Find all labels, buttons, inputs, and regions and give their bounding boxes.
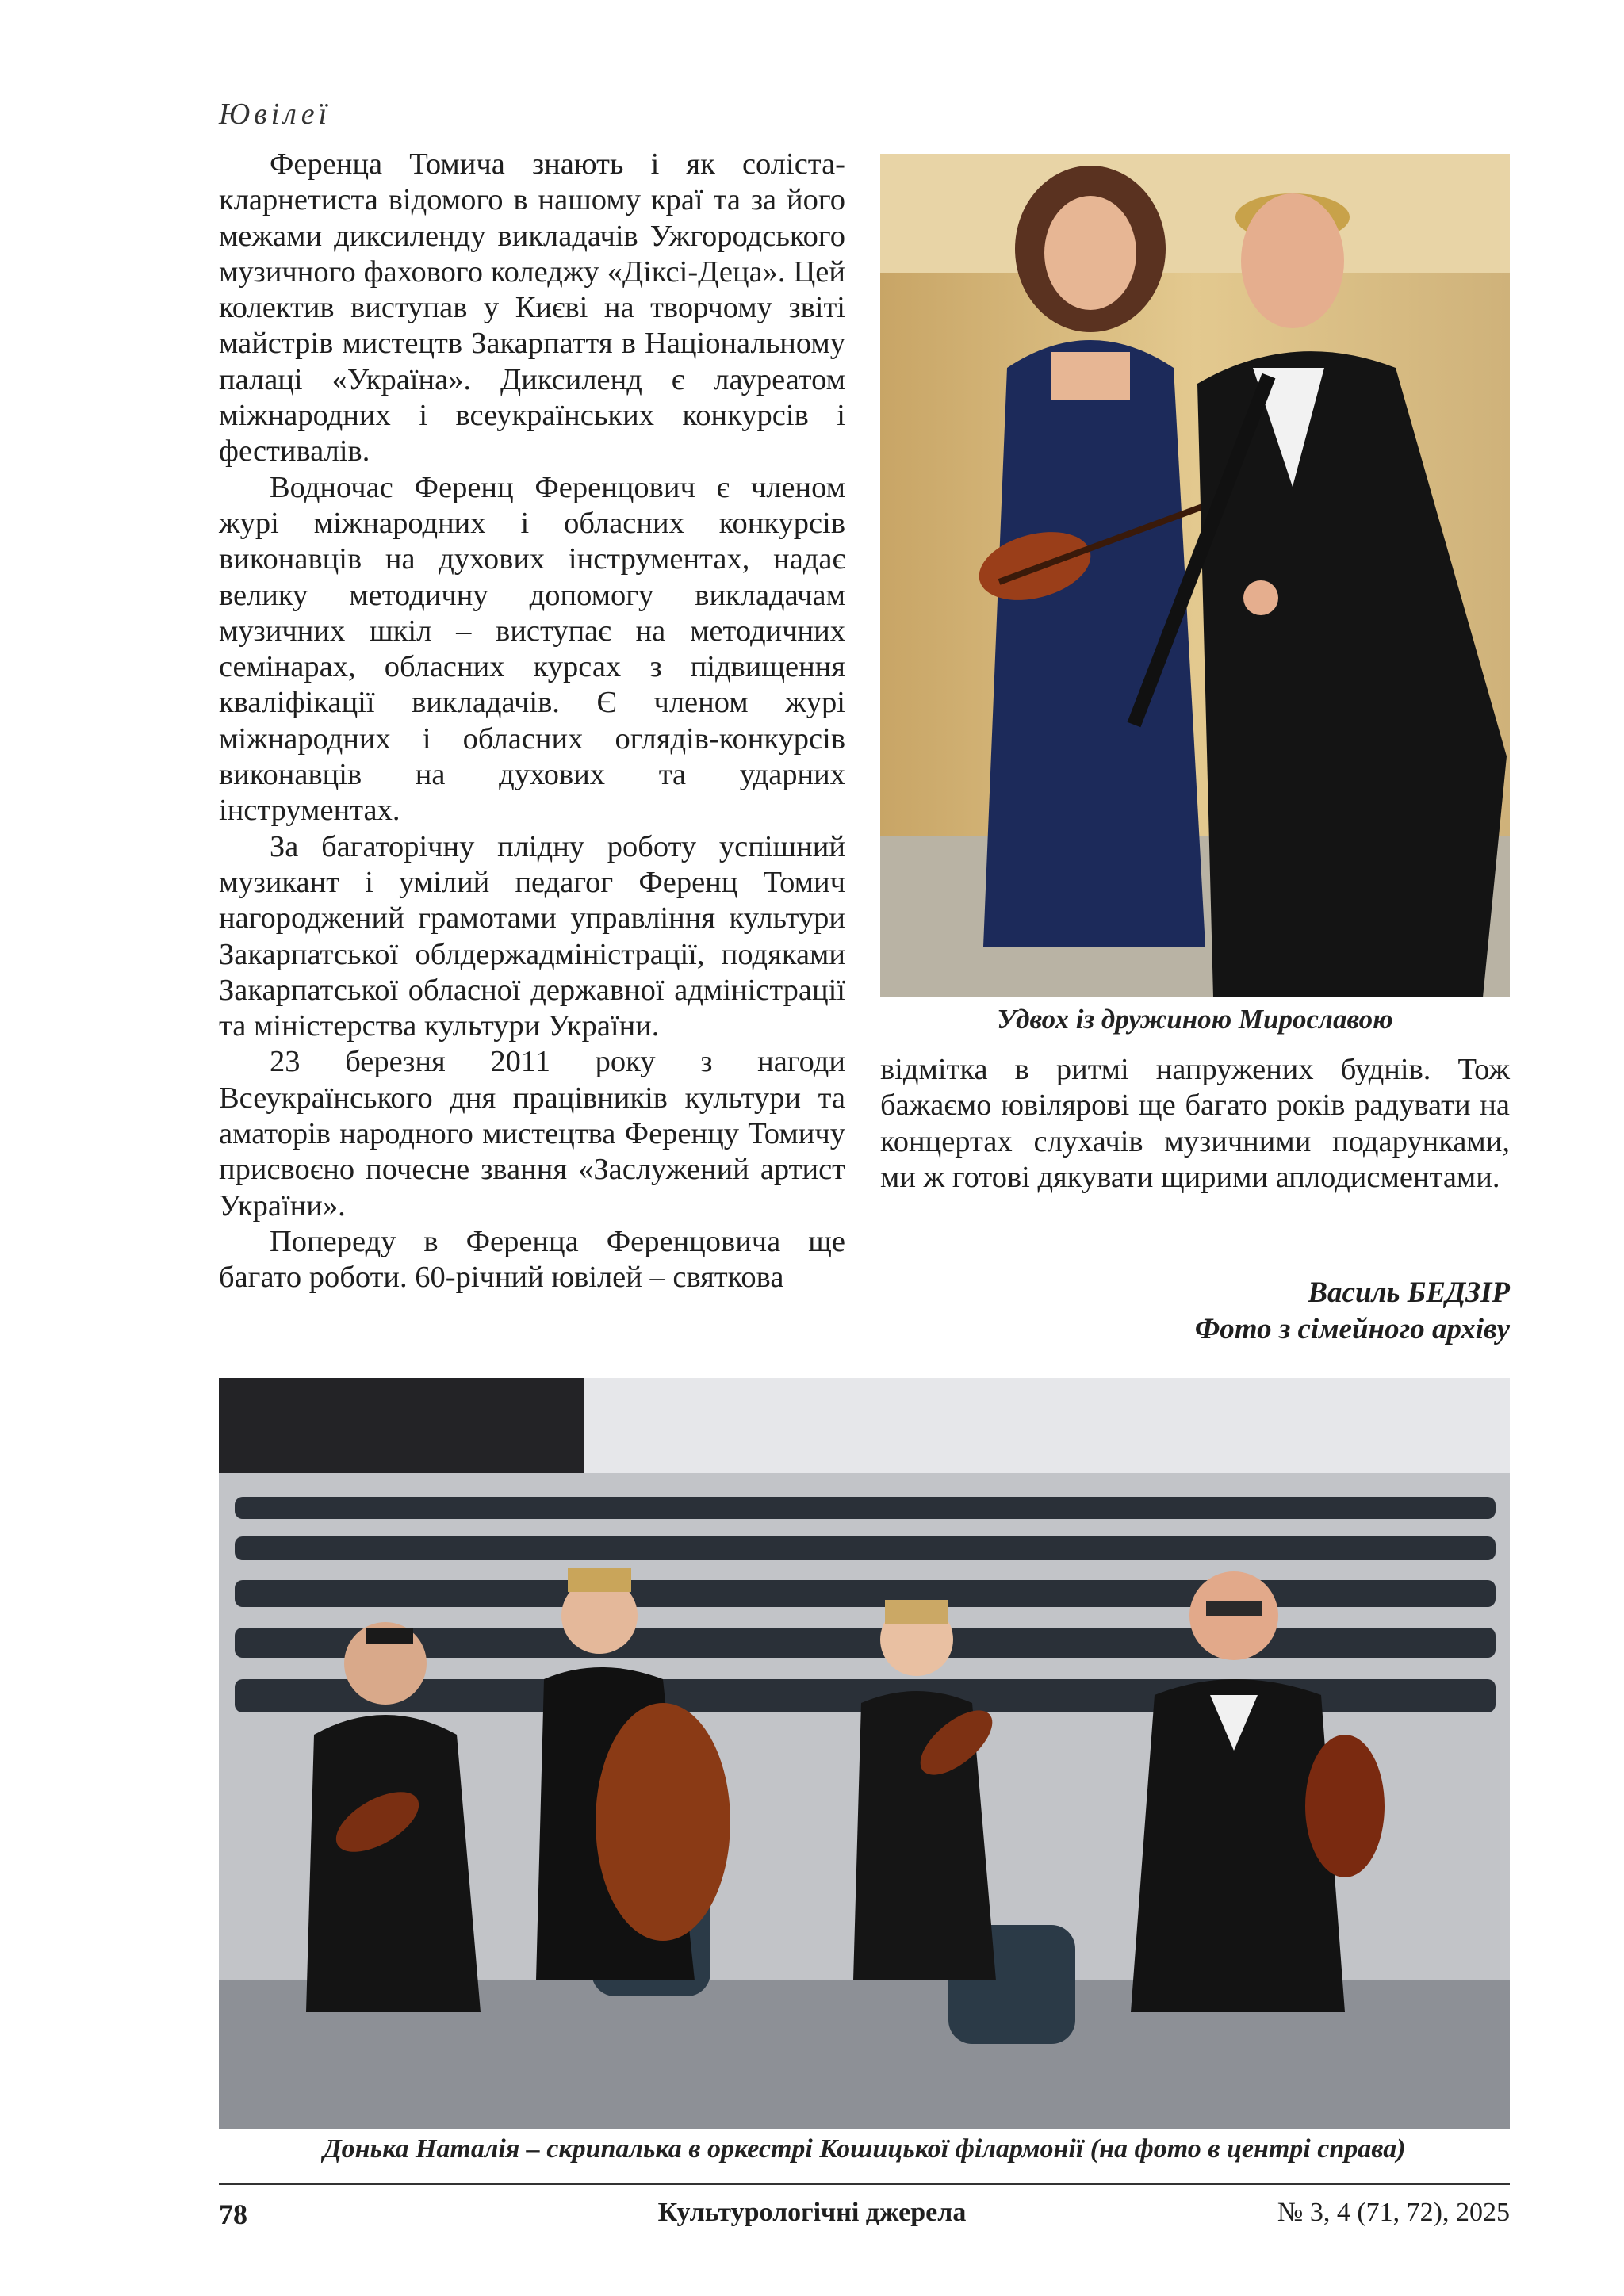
author-name: Василь БЕДЗІР <box>1308 1276 1510 1309</box>
paragraph: відмітка в ритмі напружених буднів. Тож бажаємо ювілярові ще багато років радувати на концертах слухачів музичними подарунками, ми ж готові дякувати щирими аплодисментами. <box>880 1053 1510 1194</box>
photo-quartet <box>219 1378 1510 2129</box>
photo-caption: Донька Наталія – скрипалька в оркестрі Кошицької філармонії (на фото в центрі справа) <box>323 2134 1406 2164</box>
signature-block <box>1195 1275 1510 1348</box>
paragraph: За багаторічну плідну роботу успішний музикант і умілий педагог Ференц Томич нагороджений грамотами управління культури Закарпатської облдержадміністрації, подяками Закарпатської обласної державної адміністрації та міністерства культури України. <box>219 829 845 1043</box>
paragraph: Попереду в Ференца Ференцовича ще багато роботи. 60-річний ювілей – святкова <box>219 1224 845 1295</box>
article-left-column <box>219 147 845 1296</box>
photo-couple <box>880 154 1510 997</box>
photo-caption: Удвох із дружиною Мирославою <box>997 1004 1393 1035</box>
paragraph: 23 березня 2011 року з нагоди Всеукраїнського дня працівників культури та аматорів народного мистецтва Ференцу Томичу присвоєно почесне звання «Заслужений артист України». <box>219 1045 845 1223</box>
paragraph: Ференца Томича знають і як соліста-кларнетиста відомого в нашому краї та за його межами диксиленду викладачів Ужгородського музичного фахового коледжу «Діксі-Деца». Цей колектив виступав у Києві на творчому звіті майстрів мистецтв Закарпаття в Національному палаці «Україна». Диксиленд є лауреатом міжнародних і всеукраїнських конкурсів і фестивалів. <box>219 147 845 469</box>
photo-credit: Фото з сімейного архіву <box>1194 1313 1510 1345</box>
paragraph: Водночас Ференц Ференцович є членом журі міжнародних і обласних конкурсів виконавців на духових інструментах, надає велику методичну допомогу викладачам музичних шкіл – виступає на методичних семінарах, обласних курсах з підвищення кваліфікації викладачів. Є членом журі міжнародних і обласних оглядів-конкурсів виконавців на духових та ударних інструментах. <box>219 470 845 828</box>
issue-info: № 3, 4 (71, 72), 2025 <box>1277 2198 1510 2227</box>
article-right-column <box>880 1052 1510 1196</box>
section-label: Ювілеї <box>219 98 331 131</box>
footer-divider <box>219 2183 1510 2185</box>
page-number: 78 <box>219 2198 247 2230</box>
journal-title: Культурологічні джерела <box>657 2198 967 2227</box>
